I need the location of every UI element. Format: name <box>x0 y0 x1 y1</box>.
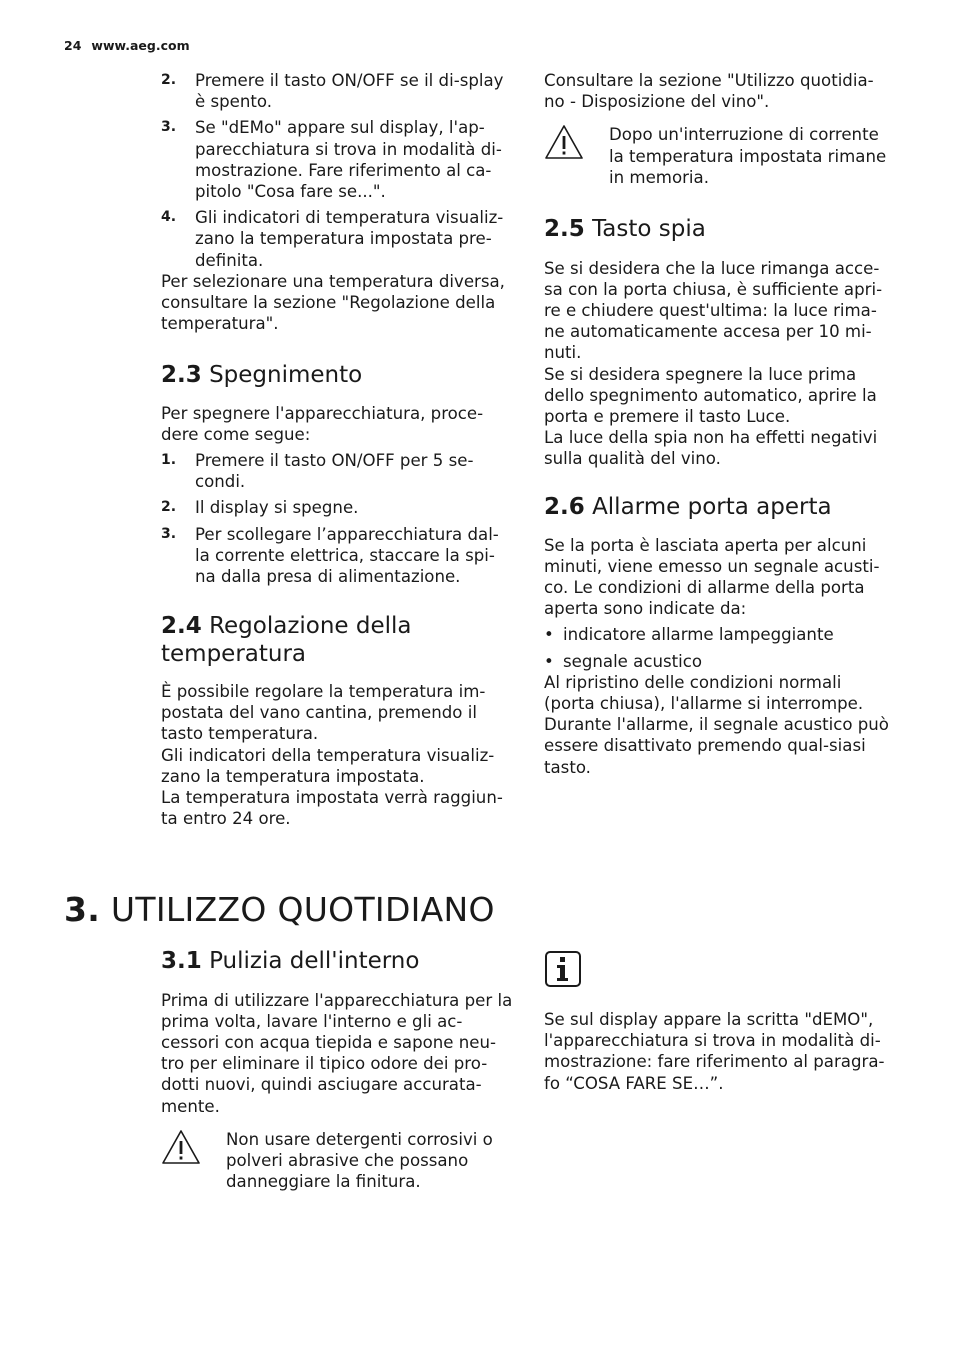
paragraph: Se si desidera spegnere la luce prima dello spegnimento automatico, aprire la porta e premere il tasto Luce. <box>544 364 877 426</box>
alarm-indicators-list <box>544 624 894 671</box>
list-item: 4. Gli indicatori di temperatura visualiz-zano la temperatura impostata pre-definita. <box>161 208 504 270</box>
paragraph: Gli indicatori della temperatura visualiz-zano la temperatura impostata. <box>161 745 495 786</box>
section-heading: 2.3 Spegnimento <box>161 362 363 388</box>
page-number: 24 <box>64 38 82 53</box>
warning-icon <box>161 1129 201 1165</box>
section-heading: 2.5 Tasto spia <box>544 216 706 242</box>
list-item: • indicatore allarme lampeggiante <box>544 624 894 645</box>
right-column-top <box>544 70 894 188</box>
warning-note <box>544 124 894 188</box>
info-text: Se sul display appare la scritta "dEMO", l'apparecchiatura si trova in modalità di-mostrazione: fare riferimento al paragra-fo “COSA FARE SE…”. <box>544 1010 885 1093</box>
paragraph: Al ripristino delle condizioni normali (porta chiusa), l'allarme si interrompe. Durante l'allarme, il segnale acustico può essere disattivato premendo qual-siasi tasto. <box>544 672 889 777</box>
list-item: • segnale acustico <box>544 651 894 672</box>
section-heading: 2.4 Regolazione della temperatura <box>161 613 412 667</box>
list-item: 1. Premere il tasto ON/OFF per 5 se-condi. <box>161 450 474 492</box>
section-3-1 <box>161 948 513 1192</box>
startup-steps-list <box>161 70 513 271</box>
info-note <box>544 1009 894 1094</box>
paragraph: Per selezionare una temperatura diversa, consultare la sezione "Regolazione della temperatura". <box>161 271 505 334</box>
list-item: 3. Se "dEMo" appare sul display, l'ap-parecchiatura si trova in modalità di-mostrazione. Fare riferimento al ca-pitolo "Cosa fare se...". <box>161 118 502 202</box>
section-2-3 <box>161 362 513 592</box>
chapter-title: 3. UTILIZZO QUOTIDIANO <box>64 890 495 929</box>
section-2-6 <box>544 494 894 778</box>
warning-icon <box>544 124 584 160</box>
page-header <box>64 38 190 53</box>
warning-text: Dopo un'interruzione di corrente la temperatura impostata rimane in memoria. <box>609 125 887 187</box>
paragraph: Prima di utilizzare l'apparecchiatura per la prima volta, lavare l'interno e gli ac-cessori con acqua tiepida e sapone neu-tro per eliminare il tipico odore dei pro-dotti nuovi, quindi asciugare accurata-mente. <box>161 990 513 1116</box>
section-heading: 3.1 Pulizia dell'interno <box>161 948 420 974</box>
paragraph: È possibile regolare la temperatura im-postata del vano cantina, premendo il tasto temperatura. <box>161 682 486 744</box>
list-item: 2. Il display si spegne. <box>161 498 359 518</box>
paragraph: La temperatura impostata verrà raggiun-ta entro 24 ore. <box>161 788 503 829</box>
section-2-5 <box>544 216 894 470</box>
left-column-top <box>161 70 513 334</box>
paragraph: Per spegnere l'apparecchiatura, proce-dere come segue: <box>161 403 484 444</box>
paragraph: Consultare la sezione "Utilizzo quotidia-no - Disposizione del vino". <box>544 71 874 112</box>
shutdown-steps-list <box>161 450 513 587</box>
site-url: www.aeg.com <box>91 38 190 53</box>
warning-text: Non usare detergenti corrosivi o polveri abrasive che possano danneggiare la finitura. <box>226 1129 493 1192</box>
paragraph: La luce della spia non ha effetti negativi sulla qualità del vino. <box>544 428 878 469</box>
info-icon <box>545 951 581 987</box>
section-2-4 <box>161 613 513 829</box>
list-item: 3. Per scollegare l’apparecchiatura dal-la corrente elettrica, staccare la spi-na dalla presa di alimentazione. <box>161 524 499 586</box>
paragraph: Se la porta è lasciata aperta per alcuni minuti, viene emesso un segnale acusti-co. Le condizioni di allarme della porta aperta sono indicate da: <box>544 535 880 619</box>
list-item: 2. Premere il tasto ON/OFF se il di-splay è spento. <box>161 71 504 112</box>
warning-note <box>161 1129 513 1193</box>
section-heading: 2.6 Allarme porta aperta <box>544 494 832 520</box>
paragraph: Se si desidera che la luce rimanga acce-sa con la porta chiusa, è sufficiente apri-re e chiudere quest'ultima: la luce rima-ne automaticamente accesa per 10 mi-nuti. <box>544 258 883 363</box>
